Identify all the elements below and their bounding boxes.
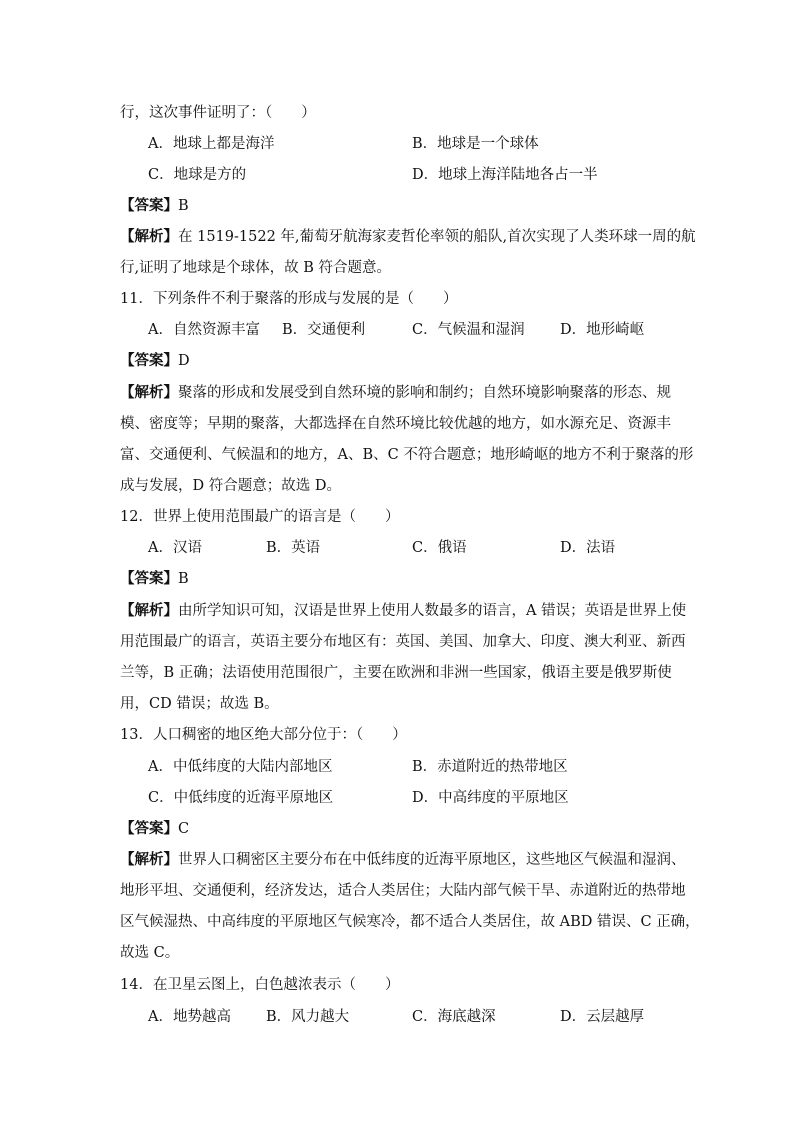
q10-analysis-line-2: 行,证明了地球是个球体，故 B 符合题意。 — [120, 260, 391, 276]
q10-answer — [120, 196, 189, 216]
answer-tag: 【答案】 — [120, 352, 178, 369]
analysis-text: 在 1519-1522 年,葡萄牙航海家麦哲伦率领的船队,首次实现了人类环球一周的航 — [178, 229, 696, 245]
answer-tag: 【答案】 — [120, 570, 178, 587]
analysis-text: 世界人口稠密区主要分布在中低纬度的近海平原地区，这些地区气候温和湿润、 — [178, 852, 686, 868]
analysis-tag: 【解析】 — [120, 602, 178, 619]
q14-option-c: C．海底越深 — [412, 1009, 496, 1025]
q11-option-a: A．自然资源丰富 — [148, 322, 260, 338]
q12-analysis-line-3: 兰等，B 正确；法语使用范围很广，主要在欧洲和非洲一些国家，俄语主要是俄罗斯使 — [120, 665, 672, 681]
q11-analysis-line-1 — [120, 383, 671, 403]
q13-analysis-line-4: 故选 C。 — [120, 945, 180, 961]
answer-tag: 【答案】 — [120, 820, 178, 837]
analysis-text: 由所学知识可知，汉语是世界上使用人数最多的语言，A 错误；英语是世界上使 — [178, 603, 687, 619]
answer-value: B — [178, 198, 189, 214]
q12-answer — [120, 569, 189, 589]
q12-option-c: C．俄语 — [412, 540, 467, 556]
q11-analysis-line-4: 成与发展，D 符合题意；故选 D。 — [120, 478, 341, 494]
q14-option-d: D．云层越厚 — [560, 1009, 645, 1025]
q13-answer — [120, 819, 189, 839]
q13-option-a: A．中低纬度的大陆内部地区 — [148, 759, 333, 775]
q11-analysis-line-3: 富、交通便利、气候温和的地方，A、B、C 不符合题意；地形崎岖的地方不利于聚落的形 — [120, 447, 694, 463]
answer-value: D — [178, 353, 190, 369]
answer-value: B — [178, 571, 189, 587]
q14-stem: 14．在卫星云图上，白色越浓表示（ ） — [120, 977, 400, 993]
q12-analysis-line-1 — [120, 601, 686, 621]
q10-option-d: D．地球上海洋陆地各占一半 — [412, 167, 598, 183]
q10-stem-tail: 行，这次事件证明了：（ ） — [120, 105, 316, 121]
q11-answer — [120, 351, 190, 371]
q12-option-b: B．英语 — [266, 540, 321, 556]
q13-analysis-line-3: 区气候湿热、中高纬度的平原地区气候寒冷，都不适合人类居住，故 ABD 错误、C 正确， — [120, 914, 700, 930]
analysis-tag: 【解析】 — [120, 851, 178, 868]
q11-analysis-line-2: 模、密度等；早期的聚落，大都选择在自然环境比较优越的地方，如水源充足、资源丰 — [120, 416, 671, 432]
q12-option-d: D．法语 — [560, 540, 616, 556]
q13-option-b: B．赤道附近的热带地区 — [412, 759, 568, 775]
analysis-tag: 【解析】 — [120, 228, 178, 245]
answer-value: C — [178, 821, 190, 837]
q12-analysis-line-2: 用范围最广的语言，英语主要分布地区有：英国、美国、加拿大、印度、澳大利亚、新西 — [120, 634, 686, 650]
q12-option-a: A．汉语 — [148, 540, 202, 556]
q10-option-b: B．地球是一个球体 — [412, 136, 539, 152]
q13-analysis-line-2: 地形平坦、交通便利，经济发达，适合人类居住；大陆内部气候干旱、赤道附近的热带地 — [120, 883, 686, 899]
q11-stem: 11．下列条件不利于聚落的形成与发展的是（ ） — [120, 291, 458, 307]
q11-option-d: D．地形崎岖 — [560, 322, 645, 338]
answer-tag: 【答案】 — [120, 197, 178, 214]
q12-stem: 12．世界上使用范围最广的语言是（ ） — [120, 509, 400, 525]
q13-analysis-line-1 — [120, 850, 686, 870]
q13-stem: 13．人口稠密的地区绝大部分位于：（ ） — [120, 727, 407, 743]
q14-option-a: A．地势越高 — [148, 1009, 231, 1025]
q10-option-c: C．地球是方的 — [148, 167, 247, 183]
q11-option-b: B．交通便利 — [282, 322, 366, 338]
q11-option-c: C．气候温和湿润 — [412, 322, 525, 338]
analysis-tag: 【解析】 — [120, 384, 178, 401]
q12-analysis-line-4: 用，CD 错误；故选 B。 — [120, 696, 279, 712]
q10-option-a: A．地球上都是海洋 — [148, 136, 275, 152]
analysis-text: 聚落的形成和发展受到自然环境的影响和制约；自然环境影响聚落的形态、规 — [178, 385, 671, 401]
q10-analysis-line-1 — [120, 227, 696, 247]
q13-option-c: C．中低纬度的近海平原地区 — [148, 790, 334, 806]
q13-option-d: D．中高纬度的平原地区 — [412, 790, 569, 806]
q14-option-b: B．风力越大 — [266, 1009, 350, 1025]
